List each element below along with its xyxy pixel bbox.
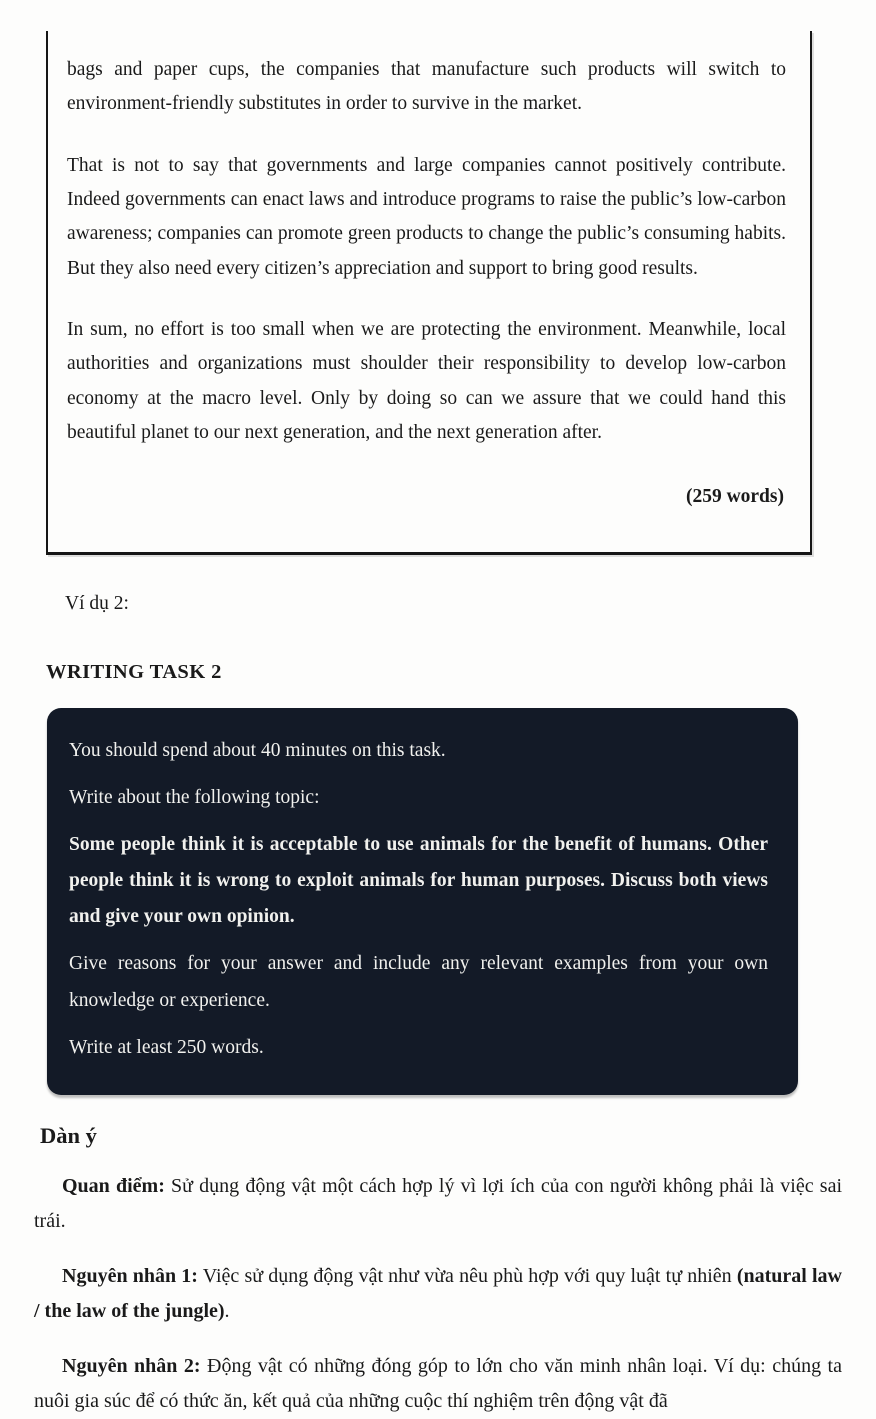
outline-item-reason-1-period: . [224, 1299, 230, 1322]
outline-item-reason-1-bold-phrase: (natural law / the law of the jungle) [34, 1264, 842, 1322]
outline-item-viewpoint [34, 1169, 842, 1239]
essay-paragraph-2: That is not to say that governments and large companies cannot positively contribute. Indeed governments can enact laws and introduce programs to raise the public’s low-carbon awareness; companies can promote green products to change the public’s consuming habits. But they also need every citizen’s appreciation and support to bring good results. [67, 154, 786, 279]
essay-paragraph-3: In sum, no effort is too small when we are protecting the environment. Meanwhile, local authorities and organizations must shoulder their responsibility to develop low-carbon economy at the macro level. Only by doing so can we assure that we could hand this beautiful planet to our next generation, and the next generation after. [67, 318, 786, 443]
outline-item-reason-1-text: Việc sử dụng động vật như vừa nêu phù hợp với quy luật tự nhiên [197, 1264, 737, 1287]
sample-essay-box [46, 31, 812, 555]
task-min-words-note: Write at least 250 words. [69, 1036, 264, 1058]
outline-item-reason-2-label: Nguyên nhân 2: [62, 1354, 201, 1377]
example-label: Ví dụ 2: [65, 593, 129, 615]
outline-item-reason-2 [34, 1349, 842, 1419]
outline-item-viewpoint-label: Quan điểm: [62, 1174, 165, 1197]
outline-item-viewpoint-text: Sử dụng động vật một cách hợp lý vì lợi ích của con người không phải là việc sai trái. [34, 1174, 843, 1232]
writing-task-heading: WRITING TASK 2 [46, 661, 222, 684]
outline-item-reason-1 [34, 1259, 842, 1329]
task-reasons-note: Give reasons for your answer and include any relevant examples from your own knowledge or experience. [69, 953, 768, 1011]
outline-heading: Dàn ý [40, 1122, 97, 1148]
word-count: (259 words) [685, 486, 784, 508]
outline-item-reason-1-label: Nguyên nhân 1: [62, 1264, 198, 1287]
task-topic: Some people think it is acceptable to use animals for the benefit of humans. Other people think it is wrong to exploit animals for human purposes. Discuss both views and give your own opinion. [69, 834, 768, 928]
task-time-note: You should spend about 40 minutes on this task. [69, 740, 446, 762]
book-page [0, 31, 876, 1412]
task-instruction-box [47, 708, 798, 1095]
essay-paragraph-1: bags and paper cups, the companies that manufacture such products will switch to environment-friendly substitutes in order to survive in the market. [67, 59, 786, 115]
outline-item-reason-2-text: Động vật có những đóng góp to lớn cho văn minh nhân loại. Ví dụ: chúng ta nuôi gia súc để có thức ăn, kết quả của những cuộc thí nghiệm trên động vật đã [34, 1354, 842, 1412]
task-topic-intro: Write about the following topic: [69, 787, 320, 809]
